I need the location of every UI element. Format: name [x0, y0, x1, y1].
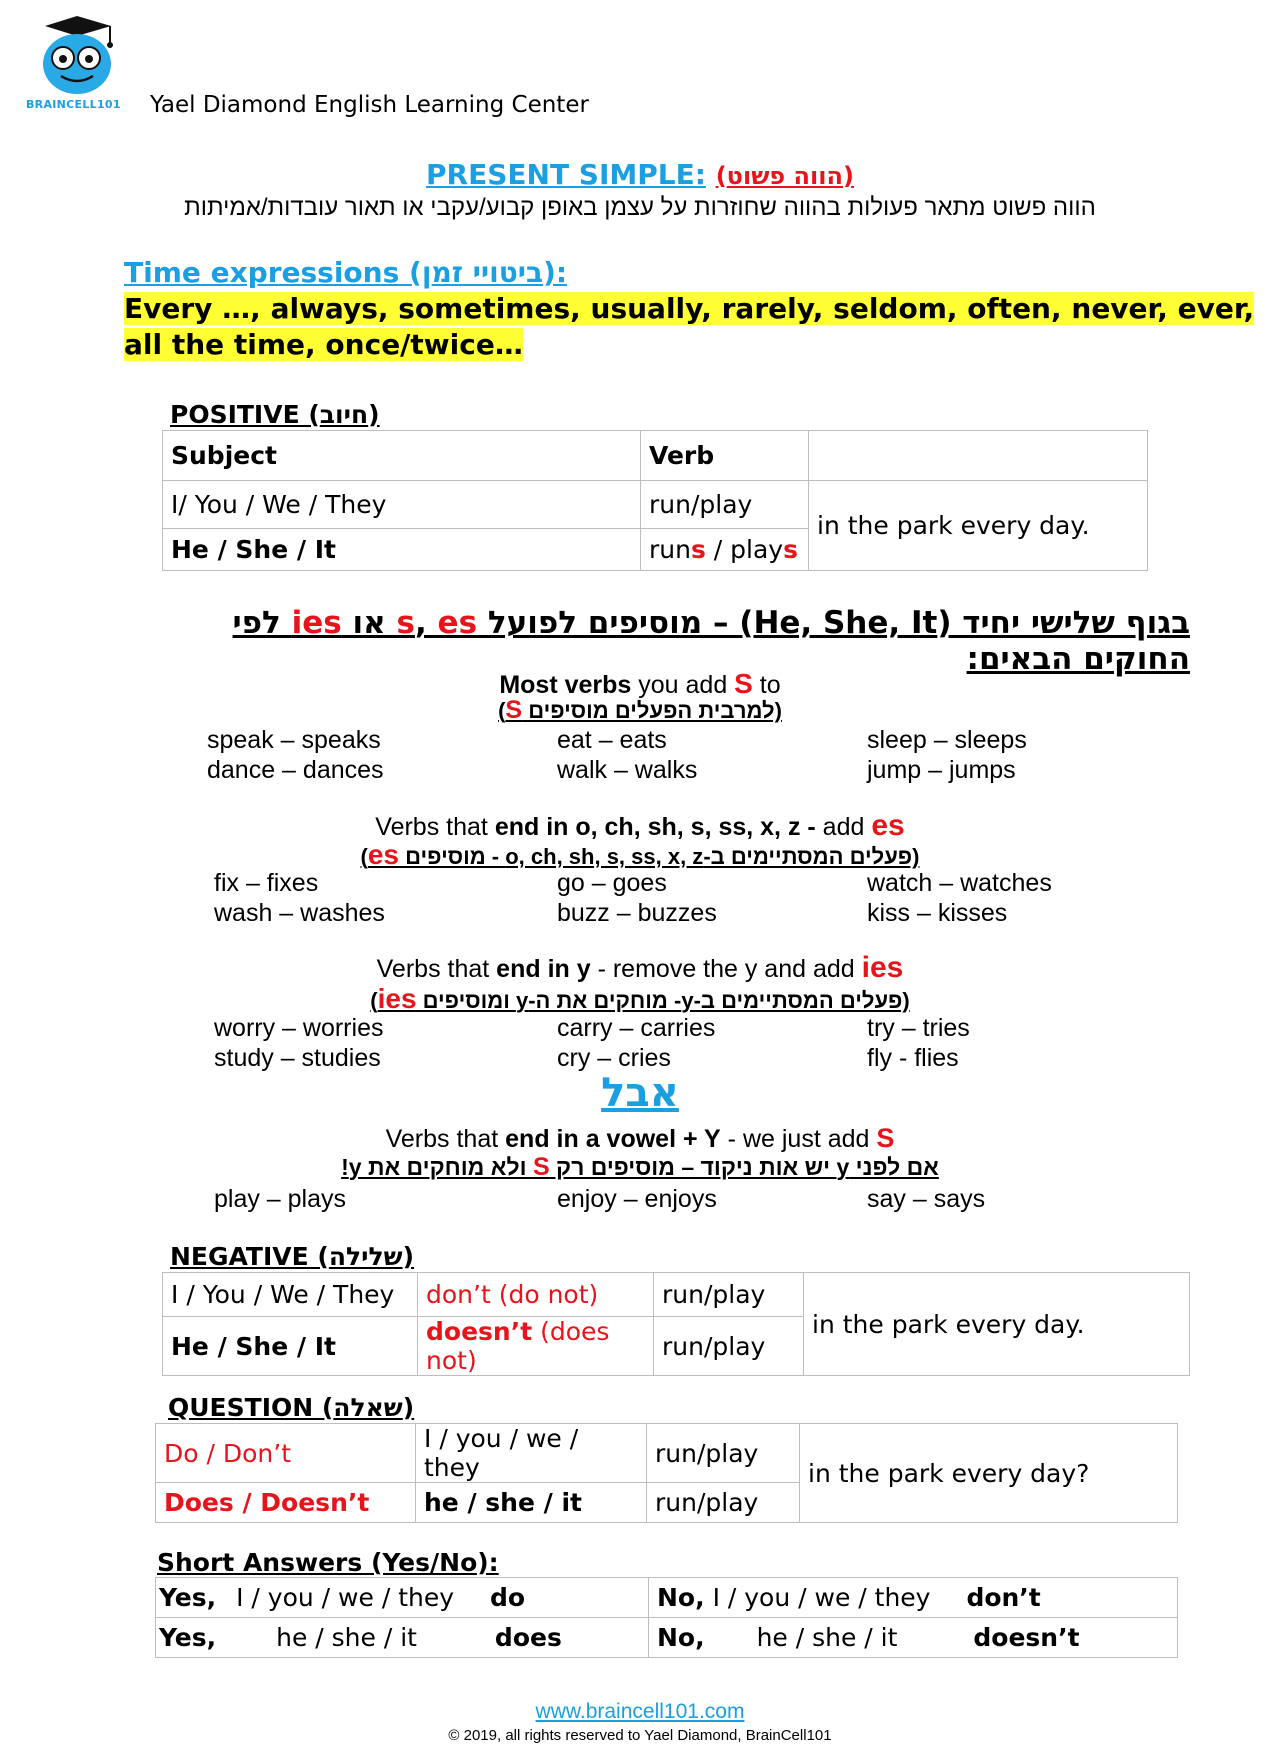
- rule2-endings: end in o, ch, sh, s, ss, x, z -: [494, 813, 816, 841]
- rule3-col3: [867, 1013, 970, 1073]
- rule4-letter: S: [876, 1123, 895, 1153]
- time-expressions-text1: Every …, always, sometimes, usually, rarely, seldom, often, never, ever,: [124, 292, 1255, 325]
- yes1-aux: do: [489, 1583, 526, 1612]
- rule3-hebrew-b: ): [370, 988, 378, 1013]
- rule1-hebrew-letter: S: [505, 696, 523, 724]
- positive-table: [162, 430, 1148, 571]
- negative-row2-subject: He / She / It: [163, 1317, 418, 1376]
- positive-row2-subject: He / She / It: [163, 529, 641, 571]
- example-item: fly - flies: [867, 1044, 959, 1072]
- rule2-text-c: add: [815, 813, 872, 841]
- yes-word: Yes,: [159, 1623, 217, 1652]
- example-item: jump – jumps: [867, 756, 1016, 784]
- title-english: PRESENT SIMPLE:: [426, 158, 706, 191]
- question-row1-verb: run/play: [647, 1424, 800, 1483]
- positive-col-verb: Verb: [641, 431, 809, 481]
- positive-complement: in the park every day.: [809, 481, 1148, 571]
- rule2-letter: es: [871, 809, 905, 842]
- logo: [25, 12, 125, 102]
- example-item: worry – worries: [214, 1014, 384, 1042]
- rule1-text: you add: [631, 671, 735, 699]
- does-not: (does not): [426, 1317, 610, 1375]
- rule3-col2: [557, 1013, 715, 1073]
- footer-copyright: © 2019, all rights reserved to Yael Diamond, BrainCell101: [448, 1727, 832, 1744]
- negative-row2-aux: [418, 1317, 654, 1376]
- example-item: dance – dances: [207, 756, 384, 784]
- negative-row1-verb: run/play: [654, 1273, 804, 1317]
- time-expressions-line1: [124, 292, 1254, 325]
- rule4-col1: [214, 1184, 346, 1214]
- rule1-col3: [867, 725, 1027, 785]
- doesnt-bold: doesn’t: [426, 1317, 533, 1346]
- rule2-hebrew: [0, 839, 1280, 871]
- rule4-line: [0, 1123, 1280, 1154]
- yes1-subject: I / you / we / they: [236, 1583, 455, 1612]
- rule-heading-s: s: [396, 605, 415, 641]
- example-item: go – goes: [557, 869, 667, 897]
- positive-row1-verb: run/play: [641, 481, 809, 529]
- example-item: study – studies: [214, 1044, 381, 1072]
- yes-word: Yes,: [159, 1583, 217, 1612]
- question-table: [155, 1423, 1178, 1523]
- rule3-hebrew: [0, 983, 1280, 1015]
- rule-heading-sep: ,: [414, 605, 438, 641]
- no2-aux: doesn’t: [973, 1623, 1080, 1652]
- footer-url-link[interactable]: www.braincell101.com: [535, 1700, 745, 1723]
- rule4-text-c: - we just add: [720, 1125, 877, 1153]
- negative-row1-aux: don’t (do not): [418, 1273, 654, 1317]
- rule2-hebrew-a: (פעלים המסתיימים ב-o, ch, sh, s, ss, x, z - מוסיפים: [399, 844, 920, 869]
- yes2-aux: does: [494, 1623, 562, 1652]
- short-yes2: [156, 1618, 649, 1658]
- rule3-text-a: Verbs that: [376, 955, 497, 983]
- time-expressions-text2: all the time, once/twice…: [124, 328, 523, 361]
- no2-subject: he / she / it: [756, 1623, 898, 1652]
- title-hebrew: (הווה פשוט): [715, 162, 854, 190]
- rule3-letter: ies: [861, 951, 904, 984]
- verb-play: / play: [705, 535, 784, 564]
- rule2-line: [0, 809, 1280, 843]
- rule1-hebrew: [0, 696, 1280, 725]
- footer: [0, 1700, 1280, 1724]
- rule1-col1: [207, 725, 384, 785]
- example-item: buzz – buzzes: [557, 899, 717, 927]
- rule2-hebrew-b: ): [360, 844, 368, 869]
- question-heading: QUESTION (שאלה): [168, 1393, 415, 1422]
- rule4-hebrew: [0, 1153, 1280, 1182]
- page-title: [0, 158, 1280, 191]
- no-word: No,: [657, 1623, 705, 1652]
- verb-suffix-s: s: [783, 535, 798, 564]
- no1-aux: don’t: [966, 1583, 1041, 1612]
- verb-run: run: [649, 535, 691, 564]
- positive-row1-subject: I/ You / We / They: [163, 481, 641, 529]
- rule1-hebrew-a: (למרבית הפעלים מוסיפים: [522, 698, 782, 723]
- example-item: walk – walks: [557, 756, 698, 784]
- no1-subject: I / you / we / they: [712, 1583, 931, 1612]
- example-item: watch – watches: [867, 869, 1052, 897]
- example-item: fix – fixes: [214, 869, 319, 897]
- example-item: speak – speaks: [207, 726, 381, 754]
- example-item: carry – carries: [557, 1014, 716, 1042]
- rule1-letter: S: [734, 668, 753, 699]
- negative-row1-subject: I / You / We / They: [163, 1273, 418, 1317]
- rule2-hebrew-letter: es: [367, 839, 400, 870]
- short-answers-table: [155, 1577, 1178, 1658]
- rule3-hebrew-letter: ies: [377, 983, 417, 1014]
- rule3-line: [0, 951, 1280, 985]
- rule2-text-a: Verbs that: [375, 813, 495, 841]
- rule2-col2: [557, 868, 717, 928]
- rule4-col2: [557, 1184, 717, 1214]
- logo-wordmark: BRAINCELL101: [26, 98, 121, 111]
- title-description: הווה פשוט מתאר פעולות בהווה שחוזרות על עצמן באופן קבוע/עקבי או תאור עובדות/אמיתות: [184, 194, 1096, 221]
- example-item: play – plays: [214, 1185, 347, 1213]
- question-row2-aux: Does / Doesn’t: [156, 1483, 416, 1523]
- rule4-hebrew-letter: S: [532, 1153, 550, 1181]
- positive-col-subject: Subject: [163, 431, 641, 481]
- brain-mascot-icon: [25, 12, 125, 102]
- but-word: אבל: [601, 1070, 679, 1116]
- positive-heading: POSITIVE (חיוב): [170, 400, 380, 429]
- short-no2: [649, 1618, 1178, 1658]
- time-expressions-line2: [124, 328, 523, 361]
- example-item: cry – cries: [557, 1044, 671, 1072]
- example-item: kiss – kisses: [867, 899, 1008, 927]
- rule1-most-verbs: Most verbs: [499, 671, 632, 699]
- question-row1-subject: I / you / we / they: [416, 1424, 647, 1483]
- yes2-subject: he / she / it: [276, 1623, 417, 1652]
- short-yes1: [156, 1578, 649, 1618]
- rule4-text-a: Verbs that: [385, 1125, 506, 1153]
- verb-suffix-s: s: [690, 535, 706, 564]
- rule-heading-part2: לפי החוקים הבאים:: [232, 605, 1190, 677]
- no-word: No,: [657, 1583, 705, 1612]
- example-item: wash – washes: [214, 899, 385, 927]
- example-item: say – says: [867, 1185, 986, 1213]
- negative-table: [162, 1272, 1190, 1376]
- rule4-col3: [867, 1184, 985, 1214]
- rule2-col1: [214, 868, 385, 928]
- negative-heading: NEGATIVE (שלילה): [170, 1242, 415, 1271]
- rule3-hebrew-a: (פעלים המסתיימים ב-y- מוחקים את ה-y ומוסיפים: [416, 988, 910, 1013]
- rule-heading-part1: בגוף שלישי יחיד (He, She, It) – מוסיפים לפועל: [477, 605, 1190, 641]
- example-item: enjoy – enjoys: [557, 1185, 717, 1213]
- rule1-hebrew-b: ): [498, 698, 506, 723]
- time-expressions-heading: Time expressions (ביטויי זמן):: [124, 256, 568, 289]
- question-complement: in the park every day?: [800, 1424, 1178, 1523]
- rule1-col2: [557, 725, 697, 785]
- negative-complement: in the park every day.: [804, 1273, 1190, 1376]
- question-row2-verb: run/play: [647, 1483, 800, 1523]
- rule3-col1: [214, 1013, 383, 1073]
- positive-row2-verb: [641, 529, 809, 571]
- rule4-hebrew-a: אם לפני y יש אות ניקוד – מוסיפים רק: [549, 1154, 939, 1180]
- example-item: try – tries: [867, 1014, 970, 1042]
- rule-heading-es: es: [437, 605, 478, 641]
- negative-row2-verb: run/play: [654, 1317, 804, 1376]
- question-row1-aux: Do / Don’t: [156, 1424, 416, 1483]
- rule-heading-or: או: [341, 605, 397, 641]
- rule1-to: to: [752, 671, 781, 699]
- rule-heading-ies: ies: [291, 605, 342, 641]
- rule3-ending: end in y: [496, 955, 591, 983]
- short-answers-heading: Short Answers (Yes/No):: [157, 1548, 499, 1577]
- rule4-hebrew-b: ולא מוחקים את y!: [341, 1154, 533, 1180]
- rule3-text-c: - remove the y and add: [590, 955, 862, 983]
- center-name: Yael Diamond English Learning Center: [150, 92, 589, 118]
- example-item: eat – eats: [557, 726, 667, 754]
- short-no1: [649, 1578, 1178, 1618]
- rule-heading: [118, 605, 1190, 677]
- positive-col-empty: [809, 431, 1148, 481]
- example-item: sleep – sleeps: [867, 726, 1027, 754]
- rule4-ending: end in a vowel + Y: [505, 1125, 721, 1153]
- question-row2-subject: he / she / it: [416, 1483, 647, 1523]
- rule2-col3: [867, 868, 1052, 928]
